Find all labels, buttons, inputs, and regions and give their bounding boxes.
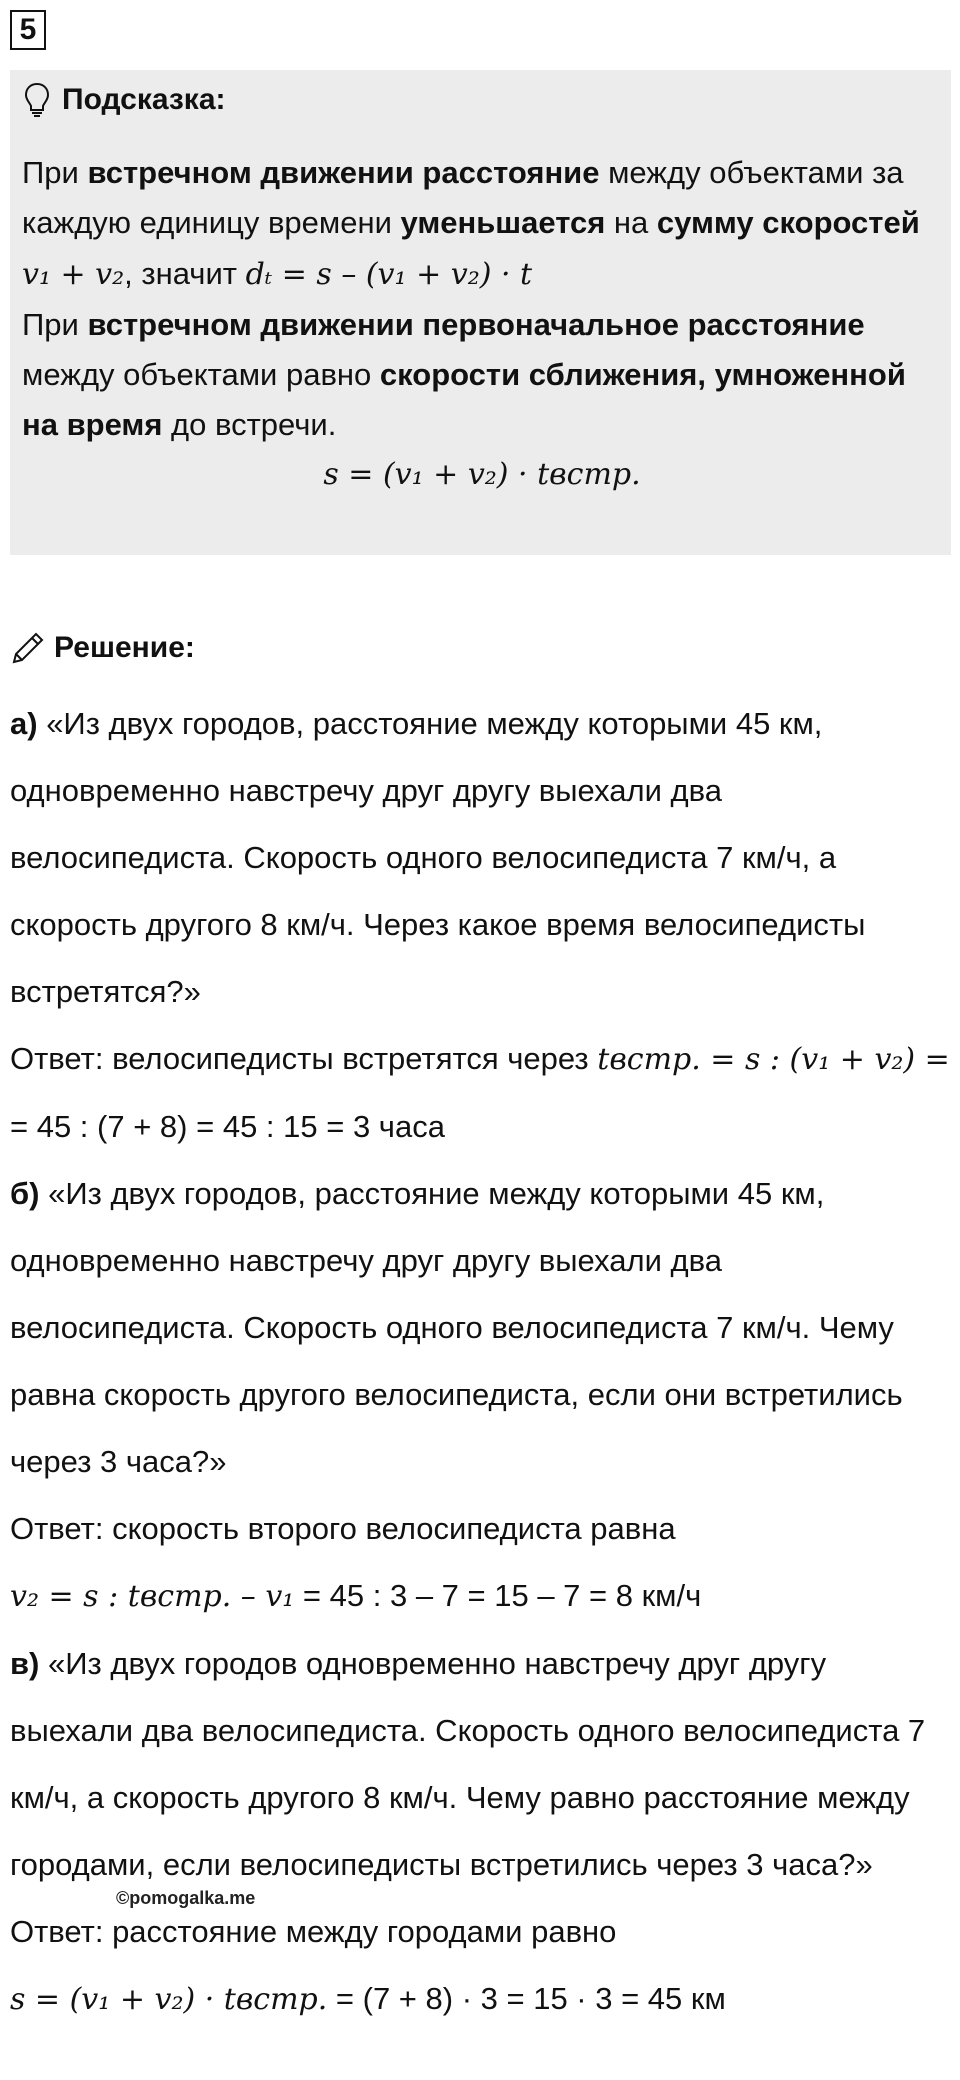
hint-p2-bold: встречном движении первоначальное расстояние — [87, 307, 865, 342]
question-c-label: в) — [10, 1646, 40, 1681]
answer-b-formula: v₂ = s : tвстр. – v₁ — [10, 1579, 295, 1614]
hint-p2-text: При — [22, 307, 88, 342]
answer-b-text: Ответ: скорость второго велосипедиста равна — [10, 1511, 676, 1546]
answer-c-text: Ответ: расстояние между городами равно — [10, 1914, 617, 1949]
question-b — [10, 1160, 955, 1495]
hint-header — [24, 82, 226, 118]
answer-c-formula: s = (v₁ + v₂) · tвстр. — [10, 1982, 328, 2017]
answer-a-formula: tвстр. = s : (v₁ + v₂) = — [597, 1042, 950, 1077]
question-c-text: «Из двух городов одновременно навстречу друг другу выехали два велосипедиста. Скорость одного велосипедиста 7 км/ч, а скорость другого 8 км/ч. Чему равно расстояние между городами, если велосипедисты встретились через 3 часа?» — [10, 1646, 926, 1882]
question-b-text: «Из двух городов, расстояние между которыми 45 км, одновременно навстречу друг другу выехали два велосипедиста. Скорость одного велосипедиста 7 км/ч. Чему равна скорость другого велосипедиста, если они встретились через 3 часа?» — [10, 1176, 903, 1479]
hint-p2-text: до встречи. — [162, 407, 337, 442]
answer-a-text: Ответ: велосипедисты встретятся через — [10, 1041, 598, 1076]
hint-p1-formula: dₜ = s – (v₁ + v₂) · t — [245, 257, 533, 292]
answer-a-calc: = 45 : (7 + 8) = 45 : 15 = 3 часа — [10, 1109, 445, 1144]
solution-body — [10, 690, 955, 2033]
hint-p1-bold: встречном движении расстояние — [87, 155, 600, 190]
hint-p1-text: между объектами за каждую единицу времени — [22, 155, 904, 240]
solution-header — [10, 630, 195, 666]
hint-p1-bold: сумму скоростей — [656, 205, 920, 240]
hint-formula: s = (v₁ + v₂) · tвстр. — [323, 457, 641, 492]
lightbulb-icon — [24, 82, 50, 118]
solution-title: Решение: — [54, 631, 195, 664]
question-a — [10, 690, 955, 1025]
answer-a — [10, 1025, 955, 1160]
hint-p1-math: v₁ + v₂ — [22, 257, 125, 292]
hint-p1-text: на — [605, 205, 657, 240]
hint-p2-text: между объектами равно — [22, 357, 380, 392]
pencil-icon — [10, 630, 46, 666]
hint-p1-bold: уменьшается — [400, 205, 606, 240]
hint-p1-text: , значит — [124, 256, 246, 291]
hint-paragraph-1 — [22, 148, 942, 300]
hint-box — [10, 70, 951, 555]
answer-c-calc: = (7 + 8) · 3 = 15 · 3 = 45 км — [327, 1981, 726, 2016]
hint-paragraph-2 — [22, 300, 942, 450]
answer-b-calc: = 45 : 3 – 7 = 15 – 7 = 8 км/ч — [294, 1578, 702, 1613]
hint-p2-bold: скорости сближения, умноженной на время — [22, 357, 906, 442]
question-c — [10, 1630, 955, 1898]
hint-text — [22, 148, 942, 500]
task-number: 5 — [10, 10, 46, 50]
question-b-label: б) — [10, 1176, 40, 1211]
question-a-text: «Из двух городов, расстояние между которыми 45 км, одновременно навстречу друг другу выехали два велосипедиста. Скорость одного велосипедиста 7 км/ч, а скорость другого 8 км/ч. Через какое время велосипедисты встретятся?» — [10, 706, 866, 1009]
answer-c — [10, 1898, 955, 2033]
answer-b — [10, 1495, 955, 1630]
hint-p1-text: При — [22, 155, 88, 190]
watermark: ©pomogalka.me — [116, 1888, 256, 1908]
question-a-label: а) — [10, 706, 38, 741]
hint-title: Подсказка: — [62, 83, 226, 116]
